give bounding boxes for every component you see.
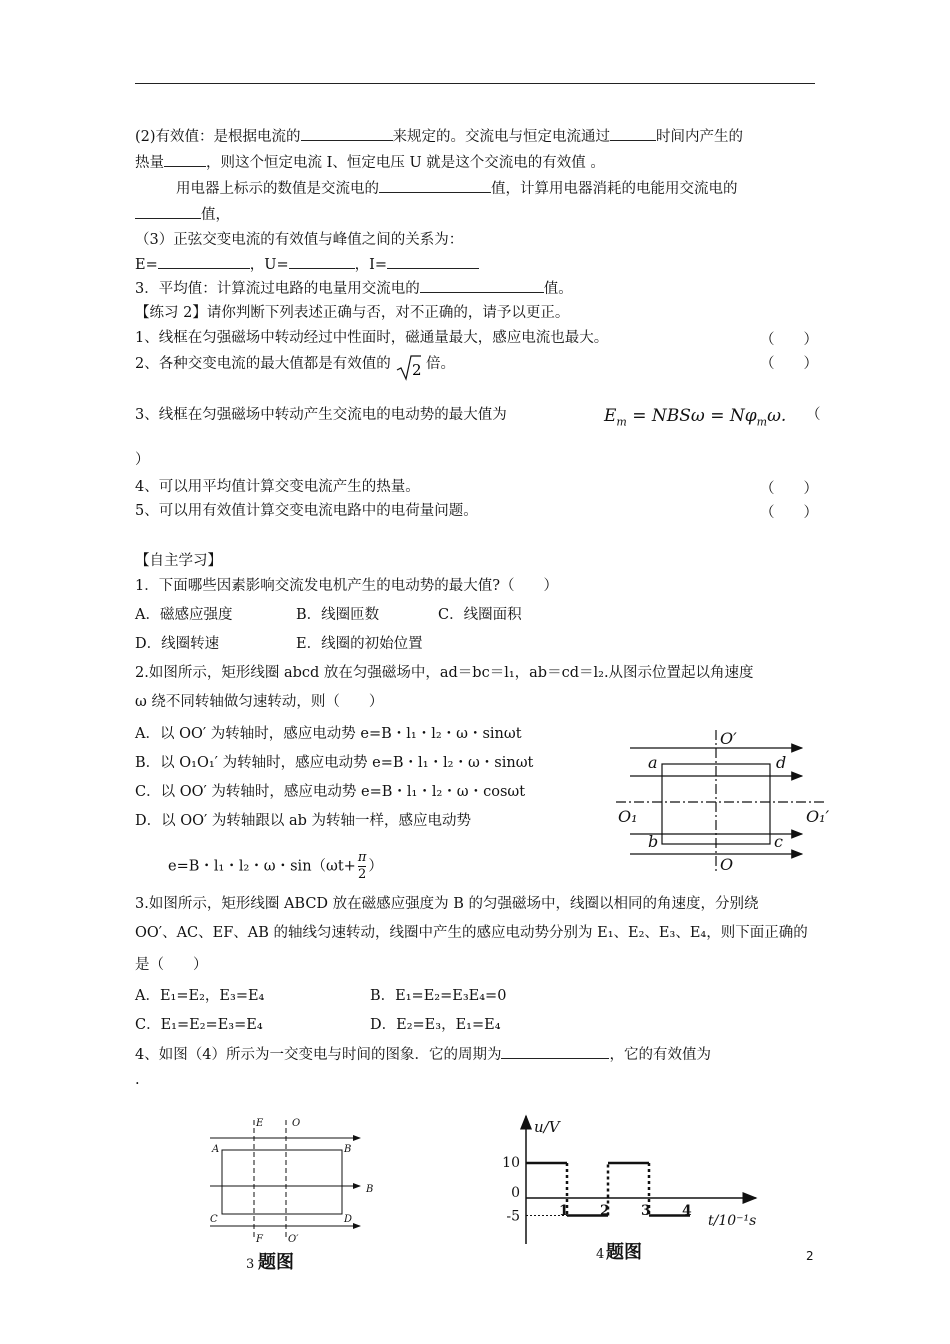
- label-O: O: [292, 1118, 301, 1129]
- text: 3、线框在匀强磁场中转动产生交流电的电动势的最大值为: [135, 407, 507, 423]
- text: (2)有效值：是根据电流的: [135, 129, 301, 145]
- practice2-title: 【练习 2】请你判断下列表述正确与否，对不正确的，请予以更正。: [135, 305, 570, 321]
- text: 值，: [201, 207, 230, 223]
- sqrt-radicand: 2: [412, 361, 422, 379]
- axis-label-O1: O₁: [618, 807, 638, 826]
- text: ）: [368, 858, 383, 875]
- option-A[interactable]: A．磁感应强度: [135, 607, 233, 623]
- text: ，则这个恒定电流 I、恒定电压 U 就是这个交流电的有效值 。: [206, 155, 605, 171]
- blank-field[interactable]: [501, 1044, 609, 1059]
- q2-option-A[interactable]: A．以 OO′ 为转轴时，感应电动势 e=B・l₁・l₂・ω・sinωt: [135, 726, 522, 742]
- q2-option-B[interactable]: B．以 O₁O₁′ 为转轴时，感应电动势 e=B・l₁・l₂・ω・sinωt: [135, 755, 534, 771]
- q3-option-A[interactable]: A．E₁=E₂，E₃=E₄: [135, 988, 265, 1004]
- blank-field[interactable]: [301, 126, 393, 141]
- text: 时间内产生的: [656, 129, 744, 145]
- text: ，它的有效值为: [609, 1047, 711, 1063]
- corner-label-b: b: [648, 832, 659, 851]
- label-E: E: [256, 1118, 264, 1129]
- q3-coil-figure: [200, 1110, 390, 1280]
- q3-option-D[interactable]: D．E₂=E₃，E₁=E₄: [370, 1017, 501, 1033]
- blank-field[interactable]: [164, 152, 206, 167]
- blank-field[interactable]: [158, 254, 250, 269]
- answer-paren[interactable]: （ ）: [760, 481, 818, 497]
- self-study-q4: [135, 1044, 711, 1065]
- q3-option-C[interactable]: C．E₁=E₂=E₃=E₄: [135, 1017, 263, 1033]
- practice2-q1: 1、线框在匀强磁场中转动经过中性面时，磁通量最大，感应电流也最大。: [135, 330, 609, 346]
- text: 值。: [543, 281, 573, 297]
- y-tick-label: 0: [511, 1185, 520, 1201]
- relation-heading: （3）正弦交变电流的有效值与峰值之间的关系为：: [135, 232, 464, 248]
- label-F: F: [256, 1234, 263, 1245]
- q2-option-C[interactable]: C．以 OO′ 为转轴时，感应电动势 e=B・l₁・l₂・ω・cosωt: [135, 784, 526, 800]
- text: E=: [135, 257, 158, 273]
- formula-text: $E_m = NBS\omega = N\varphi_m\omega$.: [604, 406, 787, 429]
- text: 倍。: [425, 356, 455, 372]
- x-tick-label: 2: [600, 1203, 610, 1219]
- effective-value-line-3: [176, 178, 738, 199]
- q2-coil-figure: [612, 726, 834, 876]
- self-study-q2-line2: ω 绕不同转轴做匀速转动，则（ ）: [135, 694, 384, 710]
- average-value-line: [135, 278, 573, 299]
- q3-option-B[interactable]: B．E₁=E₂=E₃E₄=0: [370, 988, 507, 1004]
- q2-option-D-formula: [168, 850, 383, 883]
- sqrt-symbol: [395, 352, 421, 382]
- header-rule: [135, 83, 815, 84]
- self-study-q3-line2: OO′、AC、EF、AB 的轴线匀速转动，线圈中产生的感应电动势分别为 E₁、E₂、E₃、E₄，则下面正确的: [135, 925, 808, 941]
- y-tick-label: -5: [506, 1208, 520, 1225]
- text: ，U=: [249, 257, 289, 273]
- option-D[interactable]: D．线圈转速: [135, 636, 220, 652]
- figure-caption-number: 3: [246, 1257, 255, 1272]
- text: 热量: [135, 155, 164, 171]
- blank-field[interactable]: [420, 278, 544, 293]
- self-study-q3-line3: 是（ ）: [135, 957, 208, 973]
- x-axis-label: t/10⁻¹s: [708, 1213, 757, 1229]
- corner-label-d: d: [776, 753, 787, 772]
- axis-label-O-prime: O′: [720, 729, 737, 748]
- effective-value-line-1: [135, 126, 743, 147]
- self-study-title: 【自主学习】: [135, 553, 222, 569]
- text: 3．平均值：计算流过电路的电量用交流电的: [135, 281, 420, 297]
- page-number: 2: [806, 1249, 814, 1263]
- axis-label-O1-prime: O₁′: [806, 807, 830, 826]
- effective-value-line-4: [135, 204, 230, 225]
- self-study-q3-line1: 3.如图所示，矩形线圈 ABCD 放在磁感应强度为 B 的匀强磁场中，线圈以相同的角速度，分别绕: [135, 896, 759, 912]
- emf-max-formula: [604, 406, 786, 428]
- corner-label-c: c: [774, 832, 783, 851]
- label-A: A: [212, 1144, 220, 1155]
- self-study-q2-line1: 2.如图所示，矩形线圈 abcd 放在匀强磁场中，ad＝bc＝l₁，ab＝cd＝l₂.从图示位置起以角速度: [135, 665, 754, 681]
- answer-paren[interactable]: （ ）: [760, 356, 818, 372]
- blank-field[interactable]: [610, 126, 656, 141]
- figure-caption: 题图: [258, 1252, 294, 1273]
- blank-field[interactable]: [289, 254, 355, 269]
- relation-blanks: [135, 254, 479, 275]
- option-C[interactable]: C．线圈面积: [438, 607, 522, 623]
- self-study-q1: 1．下面哪些因素影响交流发电机产生的电动势的最大值?（ ）: [135, 578, 558, 594]
- figure-caption-number: 4: [596, 1247, 605, 1262]
- answer-paren[interactable]: （ ）: [760, 332, 818, 348]
- y-tick-label: 10: [502, 1155, 520, 1171]
- x-tick-label: 3: [641, 1203, 651, 1219]
- practice2-q5: 5、可以用有效值计算交变电流电路中的电荷量问题。: [135, 503, 478, 519]
- practice2-q3: [135, 405, 507, 425]
- blank-field[interactable]: [379, 178, 491, 193]
- effective-value-line-2: [135, 152, 605, 173]
- q2-option-D[interactable]: D．以 OO′ 为转轴跟以 ab 为转轴一样，感应电动势: [135, 813, 472, 829]
- text: 来规定的。交流电与恒定电流通过: [392, 129, 611, 145]
- text: ，I=: [354, 257, 387, 273]
- x-tick-label: 4: [682, 1203, 692, 1219]
- figure-caption: 题图: [606, 1242, 642, 1263]
- label-D: D: [344, 1214, 353, 1225]
- denominator: 2: [357, 867, 367, 882]
- corner-label-a: a: [648, 753, 658, 772]
- text: 4、如图（4）所示为一交变电与时间的图象．它的周期为: [135, 1047, 502, 1063]
- option-B[interactable]: B．线圈匝数: [296, 607, 380, 623]
- option-E[interactable]: E．线圈的初始位置: [296, 636, 423, 652]
- text: 值，计算用电器消耗的电能用交流电的: [491, 181, 738, 197]
- label-B-field: B: [366, 1184, 374, 1195]
- answer-paren-close[interactable]: ）: [135, 452, 150, 468]
- answer-paren[interactable]: （ ）: [760, 505, 818, 521]
- chart-marks: [502, 1155, 692, 1225]
- numerator: π: [357, 850, 367, 865]
- label-C: C: [210, 1214, 218, 1225]
- blank-field[interactable]: [135, 204, 201, 219]
- text: e=B・l₁・l₂・ω・sin（ωt+: [168, 858, 356, 875]
- blank-field[interactable]: [387, 254, 479, 269]
- answer-paren-open[interactable]: （: [806, 407, 821, 423]
- axis-label-O: O: [720, 855, 734, 874]
- label-B: B: [344, 1144, 352, 1155]
- practice2-q2: [135, 352, 455, 382]
- practice2-q4: 4、可以用平均值计算交变电流产生的热量。: [135, 479, 420, 495]
- label-O-prime: O′: [288, 1234, 299, 1245]
- x-tick-label: 1: [559, 1203, 569, 1219]
- y-axis-label: u/V: [534, 1118, 560, 1136]
- text: 2、各种交变电流的最大值都是有效值的: [135, 356, 391, 372]
- q4-voltage-chart: [500, 1110, 770, 1270]
- q4-period: .: [135, 1072, 140, 1088]
- text: 用电器上标示的数值是交流电的: [176, 181, 379, 197]
- fraction: [358, 850, 367, 883]
